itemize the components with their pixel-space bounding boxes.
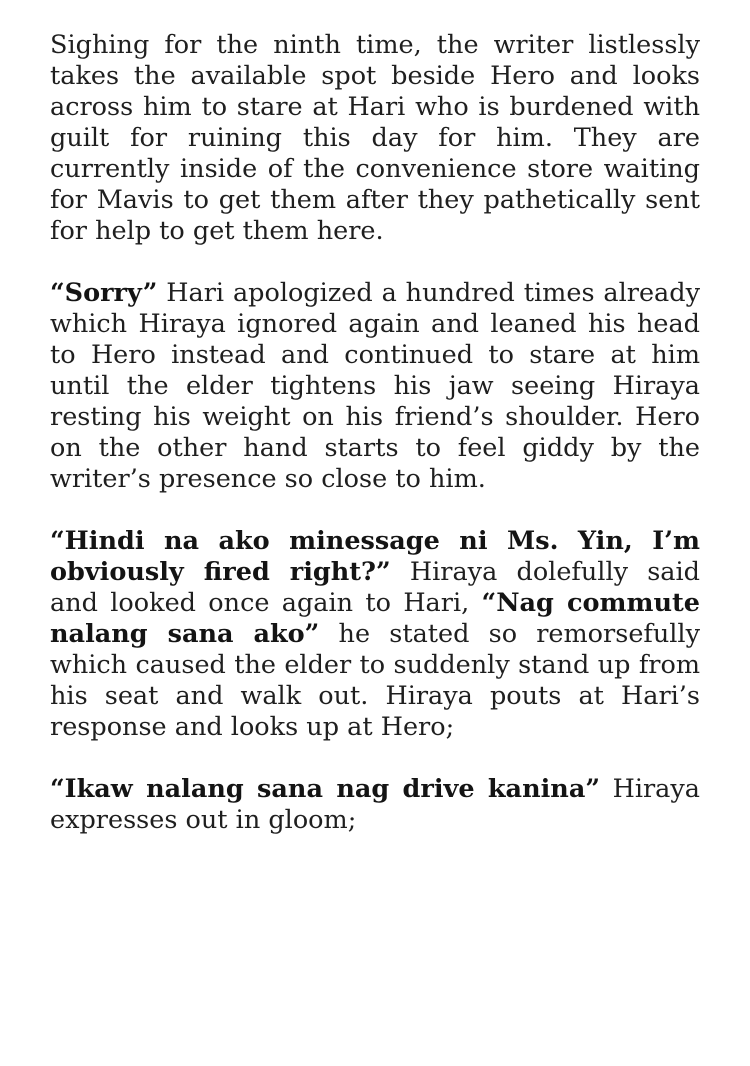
story-text-page: [50, 30, 700, 867]
narration-text: Sighing for the ninth time, the writer listlessly takes the available spot beside Hero and looks across him to stare at Hari who is burdened with guilt for ruining this day for him. They are currently inside of the convenience store waiting for Mavis to get them after they pathetically sent for help to get them here.: [50, 30, 700, 246]
paragraph-2: [50, 278, 700, 495]
paragraph-1: [50, 30, 700, 247]
narration-text: Hiraya dolefully said and looked once again to Hari,: [50, 557, 700, 618]
dialogue-quote: “Ikaw nalang sana nag drive kanina”: [50, 774, 601, 804]
dialogue-quote: “Sorry”: [50, 278, 158, 308]
narration-text: he stated so remorsefully which caused the elder to suddenly stand up from his seat and walk out. Hiraya pouts at Hari’s response and looks up at Hero;: [50, 619, 700, 742]
narration-text: Hari apologized a hundred times already which Hiraya ignored again and leaned his head to Hero instead and continued to stare at him until the elder tightens his jaw seeing Hiraya resting his weight on his friend’s shoulder. Hero on the other hand starts to feel giddy by the writer’s presence so close to him.: [50, 278, 700, 494]
dialogue-quote: “Nag commute nalang sana ako”: [50, 588, 700, 649]
narration-text: Hiraya expresses out in gloom;: [50, 774, 700, 835]
paragraph-3: [50, 526, 700, 743]
dialogue-quote: “Hindi na ako minessage ni Ms. Yin, I’m obviously fired right?”: [50, 526, 700, 587]
paragraph-4: [50, 774, 700, 836]
